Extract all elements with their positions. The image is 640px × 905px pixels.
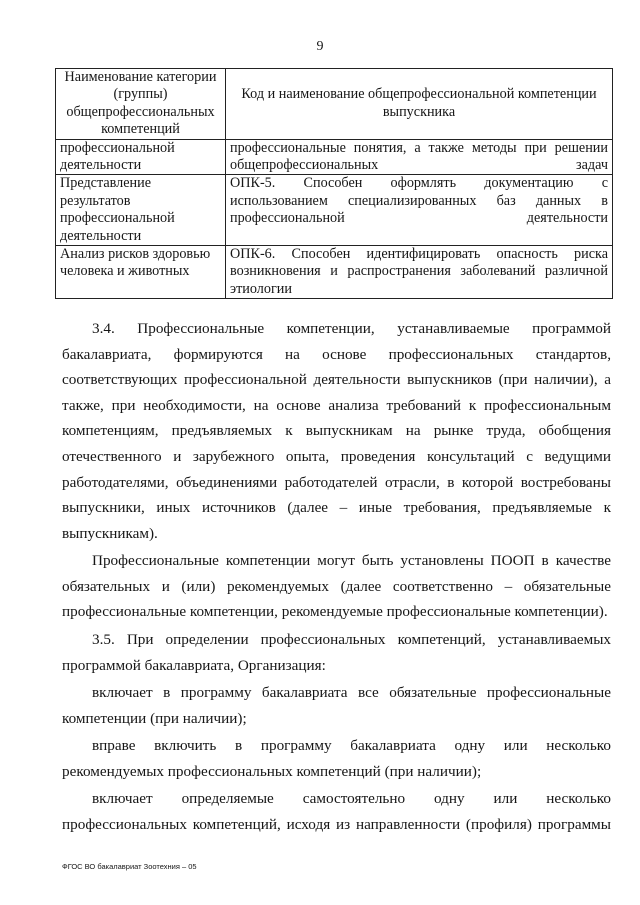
text-line: вправе включить в программу бакалавриата одну или несколько [92, 737, 611, 754]
text-line: соответствующих профессиональной деятельности выпускников (при наличии), а [62, 371, 611, 389]
row-competence: ОПК-5. Способен оформлять документацию с использованием специализированных баз данных в профессиональной деятельности [226, 175, 613, 246]
text-line: бакалавриата, формируются на основе профессиональных стандартов, [62, 345, 611, 363]
row-category: Анализ рисков здоровью человека и животных [56, 246, 226, 299]
text-line: 3.4. Профессиональные компетенции, устанавливаемые программой [92, 320, 611, 337]
table-header-row [56, 69, 613, 140]
table-row [56, 139, 613, 175]
paragraph-poop [62, 548, 611, 625]
paragraph-includes-mandatory [62, 680, 611, 731]
text-line: работодателями, объединениями работодателей отрасли, в которой востребованы [62, 473, 611, 491]
paragraph-includes-own [62, 786, 611, 837]
text-line: выпускники, иных источников (далее – иные требования, предъявляемые к [62, 499, 611, 517]
text-line: включает определяемые самостоятельно одну или несколько [92, 790, 611, 807]
row-category: Представление результатов профессиональной деятельности [56, 175, 226, 246]
text-line: включает в программу бакалавриата все обязательные профессиональные [92, 684, 611, 701]
text-line: профессиональные компетенции, рекомендуемые профессиональные компетенции). [62, 603, 608, 621]
text-line: 3.5. При определении профессиональных компетенций, устанавливаемых [92, 631, 611, 648]
header-competence: Код и наименование общепрофессиональной компетенции выпускника [226, 69, 613, 140]
competence-table [55, 68, 613, 299]
row-competence: профессиональные понятия, а также методы при решении общепрофессиональных задач [226, 139, 613, 175]
paragraph-3-5 [62, 627, 611, 678]
text-line: рекомендуемых профессиональных компетенций (при наличии); [62, 762, 482, 780]
table-row [56, 175, 613, 246]
text-line: Профессиональные компетенции могут быть установлены ПООП в качестве [92, 552, 611, 569]
footer-note: ФГОС ВО бакалавриат Зоотехния – 05 [62, 862, 197, 871]
text-line: отечественного и зарубежного опыта, проведения консультаций с ведущими [62, 447, 611, 465]
text-line: обязательных и (или) рекомендуемых (далее соответственно – обязательные [62, 577, 611, 595]
text-line: профессиональных компетенций, исходя из направленности (профиля) программы [62, 815, 611, 833]
text-line: выпускникам). [62, 524, 158, 542]
text-line: программой бакалавриата, Организация: [62, 656, 326, 674]
page-number: 9 [316, 39, 324, 54]
paragraph-3-4 [62, 316, 611, 546]
text-line: компетенции (при наличии); [62, 709, 247, 727]
text-line: также, при необходимости, на основе анализа требований к профессиональным [62, 396, 611, 414]
text-line: компетенциям, предъявляемых к выпускникам на рынке труда, обобщения [62, 422, 611, 440]
table-row [56, 246, 613, 299]
row-competence: ОПК-6. Способен идентифицировать опасность риска возникновения и распространения заболеваний различной этиологии [226, 246, 613, 299]
row-category: профессиональной деятельности [56, 139, 226, 175]
header-category: Наименование категории (группы) общепрофессиональных компетенций [56, 69, 226, 140]
paragraph-may-include [62, 733, 611, 784]
